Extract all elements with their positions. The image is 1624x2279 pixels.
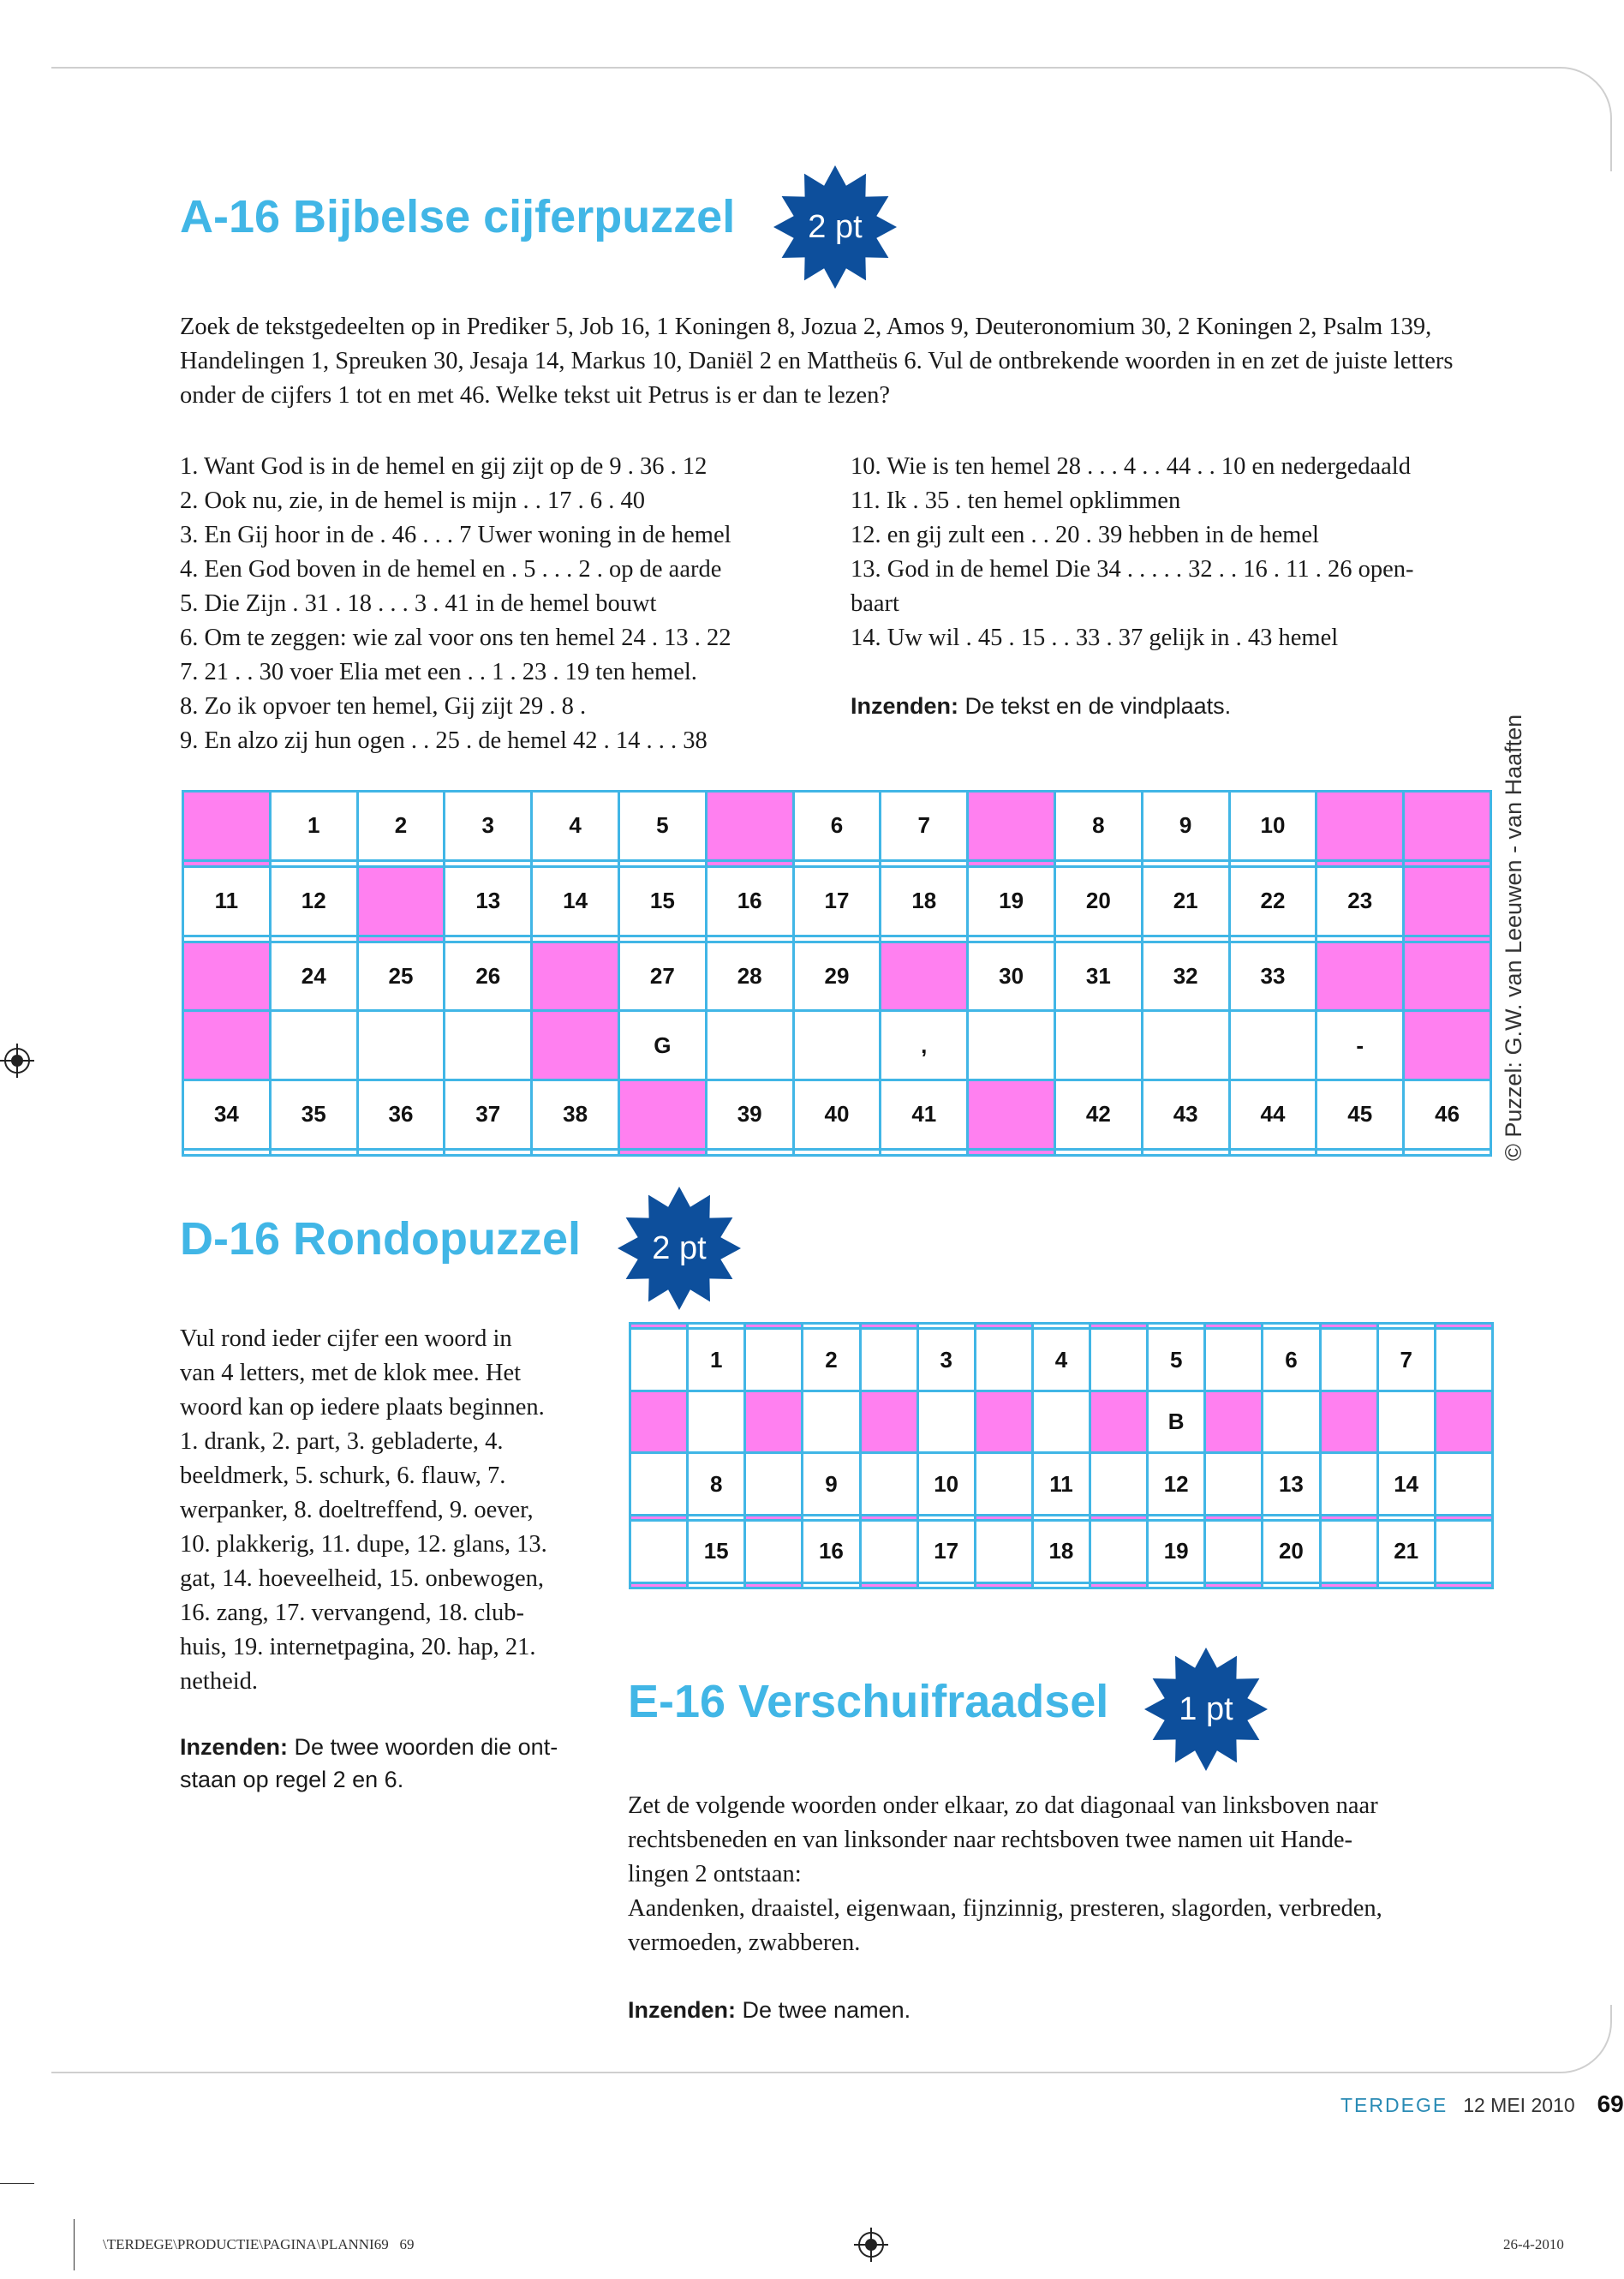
a16-grid-cell[interactable]: [445, 1011, 532, 1080]
d16-grid-row: [630, 1329, 1493, 1391]
a16-grid-row: [183, 942, 1491, 1011]
instruction-line: van 4 letters, met de klok mee. Het: [180, 1360, 522, 1386]
d16-grid-cell[interactable]: [975, 1521, 1032, 1582]
a16-grid-filled-cell: [1404, 860, 1491, 866]
d16-grid-row: [630, 1521, 1493, 1582]
instruction-line: beeldmerk, 5. schurk, 6. flauw, 7.: [180, 1463, 506, 1489]
d16-grid-cell[interactable]: [1263, 1391, 1320, 1452]
d16-grid-cell[interactable]: [1435, 1521, 1492, 1582]
clue-line: 2. Ook nu, zie, in de hemel is mijn . . 17 . 6 . 40: [180, 488, 646, 514]
d16-grid-cell[interactable]: 7: [1377, 1329, 1435, 1391]
d16-points-badge: [615, 1184, 743, 1313]
a16-grid-cell[interactable]: 37: [445, 1080, 532, 1150]
a16-grid-cell[interactable]: 39: [706, 1080, 793, 1150]
a16-grid-cell[interactable]: 21: [1142, 866, 1229, 936]
a16-grid-row: [183, 1080, 1491, 1150]
d16-grid-cell[interactable]: [1205, 1453, 1263, 1515]
d16-grid-cell[interactable]: [1263, 1582, 1320, 1588]
a16-grid-cell[interactable]: 46: [1404, 1080, 1491, 1150]
a16-grid-cell[interactable]: [1054, 860, 1142, 866]
a16-grid-row: [183, 1149, 1491, 1155]
instruction-line: Aandenken, draaistel, eigenwaan, fijnzinnig, presteren, slagorden, verbreden,: [628, 1895, 1382, 1922]
a16-grid-cell[interactable]: [1054, 936, 1142, 942]
registration-mark-icon: [854, 2228, 888, 2262]
a16-submit: [851, 690, 1231, 722]
d16-grid-cell[interactable]: [803, 1391, 860, 1452]
a16-grid-cell[interactable]: 12: [270, 866, 357, 936]
a16-grid-cell[interactable]: [445, 936, 532, 942]
page-frame-top: [51, 67, 1542, 69]
a16-grid-cell[interactable]: 13: [445, 866, 532, 936]
a16-grid-cell[interactable]: [1229, 1011, 1317, 1080]
a16-grid-cell[interactable]: [618, 860, 706, 866]
d16-grid-filled-cell: [1435, 1582, 1492, 1588]
d16-title: D-16 Rondopuzzel: [180, 1213, 581, 1265]
d16-grid-cell[interactable]: [803, 1582, 860, 1588]
slug-line-right: 26-4-2010: [1503, 2236, 1564, 2252]
a16-grid-cell[interactable]: 19: [968, 866, 1055, 936]
page-frame-bottom-corner: [1508, 2005, 1612, 2073]
e16-title: E-16 Verschuifraadsel: [628, 1676, 1109, 1727]
a16-grid-cell[interactable]: [1142, 1011, 1229, 1080]
d16-grid-cell[interactable]: [1435, 1453, 1492, 1515]
d16-grid-cell[interactable]: [745, 1521, 803, 1582]
a16-grid-filled-cell: [183, 1011, 271, 1080]
a16-grid-cell[interactable]: [881, 860, 968, 866]
d16-grid-cell[interactable]: 14: [1377, 1453, 1435, 1515]
clue-line: 5. Die Zijn . 31 . 18 . . . 3 . 41 in de hemel bouwt: [180, 590, 657, 617]
d16-grid-cell[interactable]: [1320, 1453, 1377, 1515]
d16-grid-cell[interactable]: [860, 1521, 917, 1582]
e16-submit: [628, 1994, 911, 2026]
d16-grid-cell[interactable]: 1: [688, 1329, 745, 1391]
footer-page-number: 69: [1597, 2091, 1624, 2117]
a16-grid-cell[interactable]: [793, 936, 881, 942]
d16-grid-filled-cell: [975, 1582, 1032, 1588]
d16-grid-cell[interactable]: [975, 1329, 1032, 1391]
a16-grid-filled-cell: [1404, 1011, 1491, 1080]
crop-mark: [0, 2183, 34, 2184]
d16-grid-cell[interactable]: 4: [1032, 1329, 1090, 1391]
a16-grid-filled-cell: [706, 792, 793, 861]
a16-grid-filled-cell: [968, 792, 1055, 861]
a16-grid-filled-cell: [1317, 942, 1404, 1011]
d16-rondo-grid: [629, 1322, 1494, 1589]
a16-grid-filled-cell: [706, 860, 793, 866]
d16-grid-cell[interactable]: [745, 1329, 803, 1391]
a16-grid-row: [183, 1011, 1491, 1080]
a16-grid-filled-cell: [357, 866, 445, 936]
d16-grid-row: [630, 1391, 1493, 1452]
page-frame-corner: [1508, 67, 1612, 171]
a16-grid-filled-cell: [968, 1080, 1055, 1150]
a16-grid-cell[interactable]: ,: [881, 1011, 968, 1080]
a16-grid-filled-cell: [1317, 860, 1404, 866]
instruction-line: Zet de volgende woorden onder elkaar, zo dat diagonaal van linksboven naar: [628, 1792, 1378, 1819]
e16-submit-label: Inzenden:: [628, 1997, 736, 2023]
d16-submit-line2: staan op regel 2 en 6.: [180, 1767, 404, 1792]
d16-grid-cell[interactable]: 11: [1032, 1453, 1090, 1515]
a16-grid-cell[interactable]: [968, 936, 1055, 942]
a16-grid-cell[interactable]: [968, 1011, 1055, 1080]
d16-grid-cell[interactable]: 18: [1032, 1521, 1090, 1582]
d16-grid-cell[interactable]: [975, 1453, 1032, 1515]
d16-submit: [180, 1731, 558, 1796]
a16-number-grid: [182, 790, 1492, 1157]
d16-grid-cell[interactable]: 13: [1263, 1453, 1320, 1515]
d16-grid-cell[interactable]: B: [1148, 1391, 1205, 1452]
d16-grid-filled-cell: [1090, 1582, 1148, 1588]
d16-instructions: [180, 1322, 547, 1699]
a16-grid-filled-cell: [532, 1011, 619, 1080]
a16-grid-cell[interactable]: [270, 1149, 357, 1155]
a16-grid-cell[interactable]: 10: [1229, 792, 1317, 861]
d16-grid-cell[interactable]: [1377, 1391, 1435, 1452]
a16-grid-filled-cell: [968, 1149, 1055, 1155]
d16-submit-line1: De twee woorden die ont-: [288, 1734, 558, 1760]
d16-grid-cell[interactable]: [630, 1521, 688, 1582]
d16-grid-cell[interactable]: 10: [917, 1453, 975, 1515]
a16-grid-row: [183, 936, 1491, 942]
d16-grid-cell[interactable]: 19: [1148, 1521, 1205, 1582]
a16-grid-cell[interactable]: [532, 860, 619, 866]
a16-grid-cell[interactable]: [357, 1011, 445, 1080]
d16-grid-cell[interactable]: [917, 1391, 975, 1452]
a16-clues-left: [180, 450, 731, 758]
d16-grid-cell[interactable]: [1205, 1329, 1263, 1391]
d16-grid-cell[interactable]: 15: [688, 1521, 745, 1582]
e16-instructions: [628, 1789, 1382, 1960]
d16-grid-cell[interactable]: [860, 1329, 917, 1391]
instruction-line: gat, 14. hoeveelheid, 15. onbewogen,: [180, 1565, 545, 1592]
a16-points: 2 pt: [808, 208, 863, 245]
a16-grid-cell[interactable]: [793, 860, 881, 866]
a16-grid-cell[interactable]: 18: [881, 866, 968, 936]
a16-grid-cell[interactable]: [793, 1011, 881, 1080]
d16-grid-row: [630, 1453, 1493, 1515]
a16-grid-cell[interactable]: [881, 936, 968, 942]
a16-grid-cell[interactable]: 1: [270, 792, 357, 861]
d16-grid-cell[interactable]: [1320, 1521, 1377, 1582]
d16-submit-label: Inzenden:: [180, 1734, 288, 1760]
a16-grid-cell[interactable]: [1229, 936, 1317, 942]
d16-grid-filled-cell: [1320, 1391, 1377, 1452]
a16-grid-cell[interactable]: 22: [1229, 866, 1317, 936]
a16-grid-filled-cell: [1317, 792, 1404, 861]
a16-grid-cell[interactable]: [1229, 860, 1317, 866]
a16-intro: Zoek de tekstgedeelten op in Prediker 5, Job 16, 1 Koningen 8, Jozua 2, Amos 9, Deuteronomium 30, 2 Koningen 2, Psalm 139, Handelingen 1, Spreuken 30, Jesaja 14, Markus 10, Daniël 2 en Mattheüs 6. Vul de ontbrekende woorden in en zet de juiste letters onder de cijfers 1 tot en met 46. Welke tekst uit Petrus is er dan te lezen?: [180, 314, 1454, 409]
d16-grid-cell[interactable]: [1377, 1582, 1435, 1588]
a16-grid-cell[interactable]: [706, 1011, 793, 1080]
a16-submit-label: Inzenden:: [851, 693, 958, 719]
clue-line: 3. En Gij hoor in de . 46 . . . 7 Uwer woning in de hemel: [180, 522, 731, 548]
a16-grid-cell[interactable]: 35: [270, 1080, 357, 1150]
d16-grid-cell[interactable]: [917, 1582, 975, 1588]
a16-grid-cell[interactable]: [532, 936, 619, 942]
a16-grid-cell[interactable]: [1054, 1149, 1142, 1155]
a16-grid-cell[interactable]: [183, 1149, 271, 1155]
d16-grid-cell[interactable]: 8: [688, 1453, 745, 1515]
a16-grid-cell[interactable]: 23: [1317, 866, 1404, 936]
d16-grid-cell[interactable]: 3: [917, 1329, 975, 1391]
a16-grid-cell[interactable]: [881, 1149, 968, 1155]
a16-grid-filled-cell: [881, 942, 968, 1011]
d16-grid-cell[interactable]: [688, 1582, 745, 1588]
a16-grid-cell[interactable]: 44: [1229, 1080, 1317, 1150]
a16-title: A-16 Bijbelse cijferpuzzel: [180, 191, 736, 242]
a16-grid-filled-cell: [968, 860, 1055, 866]
a16-grid-cell[interactable]: 14: [532, 866, 619, 936]
d16-grid-cell[interactable]: 17: [917, 1521, 975, 1582]
d16-grid-cell[interactable]: 21: [1377, 1521, 1435, 1582]
a16-grid-cell[interactable]: 45: [1317, 1080, 1404, 1150]
d16-grid-filled-cell: [745, 1391, 803, 1452]
a16-grid-cell[interactable]: 29: [793, 942, 881, 1011]
d16-grid-cell[interactable]: 20: [1263, 1521, 1320, 1582]
instruction-line: 1. drank, 2. part, 3. gebladerte, 4.: [180, 1428, 504, 1455]
clue-line: 12. en gij zult een . . 20 . 39 hebben in de hemel: [851, 522, 1319, 548]
a16-grid-filled-cell: [618, 1149, 706, 1155]
a16-grid-cell[interactable]: [706, 936, 793, 942]
a16-grid-filled-cell: [183, 792, 271, 861]
a16-grid-cell[interactable]: [270, 936, 357, 942]
a16-grid-cell[interactable]: [618, 936, 706, 942]
a16-grid-cell[interactable]: 8: [1054, 792, 1142, 861]
instruction-line: rechtsbeneden en van linksonder naar rechtsboven twee namen uit Hande-: [628, 1827, 1352, 1853]
footer-date: 12 MEI 2010: [1463, 2094, 1575, 2116]
clue-line: 10. Wie is ten hemel 28 . . . 4 . . 44 . . 10 en nedergedaald: [851, 453, 1411, 480]
instruction-line: werpanker, 8. doeltreffend, 9. oever,: [180, 1497, 534, 1523]
a16-grid-cell[interactable]: [1054, 1011, 1142, 1080]
a16-grid-cell[interactable]: 38: [532, 1080, 619, 1150]
e16-points: 1 pt: [1179, 1690, 1233, 1727]
d16-grid-cell[interactable]: [1205, 1521, 1263, 1582]
clue-line: 1. Want God is in de hemel en gij zijt op de 9 . 36 . 12: [180, 453, 708, 480]
e16-submit-text: De twee namen.: [736, 1997, 911, 2023]
d16-grid-cell[interactable]: [1032, 1391, 1090, 1452]
d16-grid-filled-cell: [1205, 1582, 1263, 1588]
d16-grid-cell[interactable]: 9: [803, 1453, 860, 1515]
a16-grid-cell[interactable]: 43: [1142, 1080, 1229, 1150]
a16-grid-row: [183, 792, 1491, 861]
a16-submit-text: De tekst en de vindplaats.: [958, 693, 1232, 719]
a16-grid-cell[interactable]: [1229, 1149, 1317, 1155]
d16-grid-filled-cell: [630, 1582, 688, 1588]
a16-grid-filled-cell: [1404, 792, 1491, 861]
a16-grid-cell[interactable]: 41: [881, 1080, 968, 1150]
a16-grid-cell[interactable]: 7: [881, 792, 968, 861]
clue-line: 13. God in de hemel Die 34 . . . . . 32 . . 16 . 11 . 26 open-: [851, 556, 1414, 583]
a16-grid-cell[interactable]: 33: [1229, 942, 1317, 1011]
instruction-line: Vul rond ieder cijfer een woord in: [180, 1325, 512, 1352]
a16-grid-cell[interactable]: [270, 1011, 357, 1080]
clue-line: 8. Zo ik opvoer ten hemel, Gij zijt 29 . 8 .: [180, 693, 587, 720]
instruction-line: netheid.: [180, 1668, 259, 1695]
slug-line-left: \TERDEGE\PRODUCTIE\PAGINA\PLANNI69 69: [103, 2236, 415, 2252]
d16-grid-filled-cell: [1320, 1582, 1377, 1588]
d16-grid-cell[interactable]: 5: [1148, 1329, 1205, 1391]
a16-grid-cell[interactable]: [357, 860, 445, 866]
a16-grid-cell[interactable]: [793, 1149, 881, 1155]
a16-grid-cell[interactable]: [1142, 1149, 1229, 1155]
d16-grid-filled-cell: [1205, 1391, 1263, 1452]
a16-grid-cell[interactable]: 25: [357, 942, 445, 1011]
a16-grid-cell[interactable]: 4: [532, 792, 619, 861]
d16-grid-cell[interactable]: [1090, 1521, 1148, 1582]
a16-grid-cell[interactable]: 28: [706, 942, 793, 1011]
instruction-line: 16. zang, 17. vervangend, 18. club-: [180, 1600, 525, 1626]
a16-grid-cell[interactable]: [1142, 936, 1229, 942]
a16-grid-cell[interactable]: [445, 860, 532, 866]
a16-grid-cell[interactable]: 26: [445, 942, 532, 1011]
a16-points-badge: [771, 163, 899, 291]
instruction-line: 10. plakkerig, 11. dupe, 12. glans, 13.: [180, 1531, 547, 1558]
page-footer: [1340, 2091, 1624, 2118]
d16-grid-cell[interactable]: 16: [803, 1521, 860, 1582]
a16-grid-cell[interactable]: 16: [706, 866, 793, 936]
a16-grid-filled-cell: [618, 1080, 706, 1150]
a16-grid-cell[interactable]: 30: [968, 942, 1055, 1011]
a16-grid-cell[interactable]: 3: [445, 792, 532, 861]
a16-grid-cell[interactable]: [1404, 1149, 1491, 1155]
a16-grid-row: [183, 860, 1491, 866]
crop-mark: [74, 2219, 75, 2270]
d16-grid-cell[interactable]: [1148, 1582, 1205, 1588]
d16-points: 2 pt: [652, 1229, 707, 1266]
a16-grid-cell[interactable]: -: [1317, 1011, 1404, 1080]
a16-grid-filled-cell: [183, 942, 271, 1011]
a16-grid-cell[interactable]: 6: [793, 792, 881, 861]
d16-grid-cell[interactable]: [1032, 1582, 1090, 1588]
a16-grid-cell[interactable]: 2: [357, 792, 445, 861]
a16-grid-cell[interactable]: [532, 1149, 619, 1155]
clue-line: 14. Uw wil . 45 . 15 . . 33 . 37 gelijk in . 43 hemel: [851, 625, 1339, 651]
a16-grid-cell[interactable]: [357, 1149, 445, 1155]
a16-grid-cell[interactable]: [445, 1149, 532, 1155]
a16-grid-cell[interactable]: [706, 1149, 793, 1155]
a16-grid-cell[interactable]: 40: [793, 1080, 881, 1150]
a16-grid-cell[interactable]: 32: [1142, 942, 1229, 1011]
d16-grid-filled-cell: [745, 1582, 803, 1588]
a16-grid-filled-cell: [1404, 936, 1491, 942]
a16-grid-cell[interactable]: 27: [618, 942, 706, 1011]
a16-clues-right: [851, 450, 1414, 655]
a16-grid-cell[interactable]: 34: [183, 1080, 271, 1150]
a16-grid-cell[interactable]: [1317, 936, 1404, 942]
d16-grid-cell[interactable]: [745, 1453, 803, 1515]
d16-grid-filled-cell: [860, 1582, 917, 1588]
clue-line: 9. En alzo zij hun ogen . . 25 . de hemel 42 . 14 . . . 38: [180, 727, 708, 754]
clue-line: baart: [851, 590, 899, 617]
a16-grid-cell[interactable]: 17: [793, 866, 881, 936]
d16-grid-filled-cell: [975, 1391, 1032, 1452]
d16-grid-filled-cell: [630, 1391, 688, 1452]
a16-grid-filled-cell: [1404, 866, 1491, 936]
a16-grid-cell[interactable]: 5: [618, 792, 706, 861]
instruction-line: lingen 2 ontstaan:: [628, 1861, 802, 1887]
page-frame-bottom: [51, 2072, 1542, 2073]
d16-grid-cell[interactable]: 12: [1148, 1453, 1205, 1515]
registration-mark-icon: [0, 1044, 34, 1078]
e16-points-badge: [1142, 1645, 1270, 1774]
a16-grid-cell[interactable]: 9: [1142, 792, 1229, 861]
a16-grid-filled-cell: [1404, 942, 1491, 1011]
puzzle-credit: © Puzzel: G.W. van Leeuwen - van Haaften: [1501, 714, 1526, 1161]
a16-grid-cell[interactable]: 11: [183, 866, 271, 936]
a16-grid-filled-cell: [532, 942, 619, 1011]
a16-grid-cell[interactable]: 36: [357, 1080, 445, 1150]
a16-grid-row: [183, 866, 1491, 936]
a16-grid-cell[interactable]: [183, 936, 271, 942]
d16-grid-cell[interactable]: [1090, 1453, 1148, 1515]
d16-grid-row: [630, 1582, 1493, 1588]
a16-grid-cell[interactable]: 42: [1054, 1080, 1142, 1150]
d16-grid-cell[interactable]: [1090, 1329, 1148, 1391]
footer-magazine: TERDEGE: [1340, 2094, 1448, 2116]
a16-grid-cell[interactable]: [270, 860, 357, 866]
a16-grid-cell[interactable]: G: [618, 1011, 706, 1080]
instruction-line: huis, 19. internetpagina, 20. hap, 21.: [180, 1634, 536, 1660]
d16-grid-cell[interactable]: 2: [803, 1329, 860, 1391]
clue-line: 4. Een God boven in de hemel en . 5 . . . 2 . op de aarde: [180, 556, 722, 583]
d16-grid-cell[interactable]: [630, 1329, 688, 1391]
clue-line: 7. 21 . . 30 voer Elia met een . . 1 . 23 . 19 ten hemel.: [180, 659, 697, 685]
d16-grid-cell[interactable]: [860, 1453, 917, 1515]
a16-grid-cell[interactable]: 31: [1054, 942, 1142, 1011]
d16-grid-filled-cell: [1435, 1391, 1492, 1452]
d16-grid-filled-cell: [860, 1391, 917, 1452]
clue-line: 6. Om te zeggen: wie zal voor ons ten hemel 24 . 13 . 22: [180, 625, 731, 651]
a16-grid-cell[interactable]: 24: [270, 942, 357, 1011]
a16-grid-filled-cell: [357, 936, 445, 942]
a16-grid-filled-cell: [183, 860, 271, 866]
d16-grid-filled-cell: [1090, 1391, 1148, 1452]
instruction-line: woord kan op iedere plaats beginnen.: [180, 1394, 545, 1421]
a16-grid-cell[interactable]: 20: [1054, 866, 1142, 936]
d16-grid-cell[interactable]: 6: [1263, 1329, 1320, 1391]
d16-grid-cell[interactable]: [1435, 1329, 1492, 1391]
a16-grid-cell[interactable]: [1142, 860, 1229, 866]
clue-line: 11. Ik . 35 . ten hemel opklimmen: [851, 488, 1181, 514]
d16-grid-cell[interactable]: [630, 1453, 688, 1515]
a16-grid-cell[interactable]: [1317, 1149, 1404, 1155]
d16-grid-cell[interactable]: [1320, 1329, 1377, 1391]
instruction-line: vermoeden, zwabberen.: [628, 1929, 861, 1956]
a16-grid-cell[interactable]: 15: [618, 866, 706, 936]
d16-grid-cell[interactable]: [688, 1391, 745, 1452]
